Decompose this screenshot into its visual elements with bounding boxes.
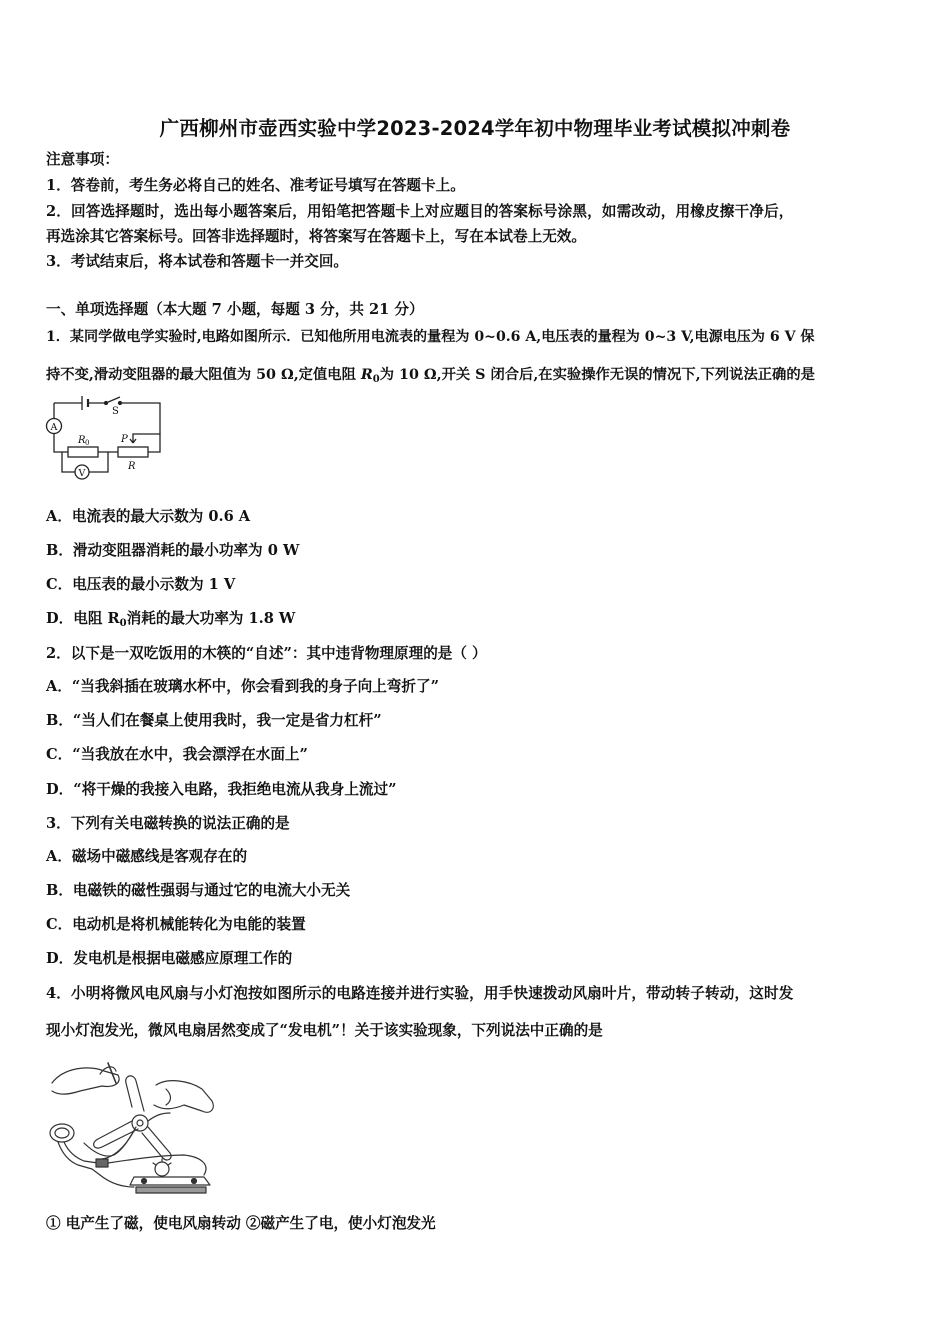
slider-p-label: P — [121, 434, 128, 445]
question-4-statements: ① 电产生了磁，使电风扇转动 ②磁产生了电，使小灯泡发光 — [46, 1215, 436, 1232]
resistor-r0-label: R — [78, 435, 86, 446]
notice-item: 1．答卷前，考生务必将自己的姓名、准考证号填写在答题卡上。 — [46, 177, 465, 194]
switch-label: S — [112, 406, 119, 417]
rheostat-r-label: R — [128, 461, 136, 472]
question-3-option-a: A．磁场中磁感线是客观存在的 — [46, 848, 248, 865]
question-1-option-c: C．电压表的最小示数为 1 V — [46, 576, 236, 593]
question-3-option-c: C．电动机是将机械能转化为电能的装置 — [46, 916, 306, 933]
question-1-option-d: D．电阻 $R_0$消耗的最大功率为 1.8 W — [46, 610, 296, 629]
question-2-option-a: A．“当我斜插在玻璃水杯中，你会看到我的身子向上弯折了” — [46, 678, 439, 695]
question-4-stem-continued: 现小灯泡发光，微风电扇居然变成了“发电机”！关于该实验现象，下列说法中正确的是 — [46, 1022, 603, 1039]
question-1-option-b: B．滑动变阻器消耗的最小功率为 0 W — [46, 542, 300, 559]
question-1-stem: 1．某同学做电学实验时,电路如图所示．已知他所用电流表的量程为 0~0.6 A,电压表的量程为 0~3 V,电源电压为 6 V 保 — [46, 329, 815, 345]
question-2-option-b: B．“当人们在餐桌上使用我时，我一定是省力杠杆” — [46, 712, 382, 729]
notice-heading: 注意事项： — [46, 151, 119, 168]
question-3-stem: 3．下列有关电磁转换的说法正确的是 — [46, 815, 290, 832]
page-title: 广西柳州市壶西实验中学2023-2024学年初中物理毕业考试模拟冲刺卷 — [159, 117, 791, 140]
question-2-stem: 2．以下是一双吃饭用的木筷的“自述”：其中违背物理原理的是（ ） — [46, 645, 487, 662]
notice-item: 3．考试结束后，将本试卷和答题卡一并交回。 — [46, 253, 349, 270]
fan-lamp-illustration — [44, 1055, 224, 1200]
question-4-stem: 4．小明将微风电风扇与小灯泡按如图所示的电路连接并进行实验，用手快速拨动风扇叶片，带动转子转动，这时发 — [46, 985, 794, 1002]
notice-item: 2．回答选择题时，选出每小题答案后，用铅笔把答题卡上对应题目的答案标号涂黑，如需改动，用橡皮擦干净后， — [46, 203, 794, 220]
question-1-stem-continued: 持不变,滑动变阻器的最大阻值为 50 Ω,定值电阻 $R_0$为 10 Ω,开关 S 闭合后,在实验操作无误的情况下,下列说法正确的是 — [46, 367, 815, 385]
resistor-r0-subscript: 0 — [85, 439, 90, 447]
section-heading: 一、单项选择题（本大题 7 小题，每题 3 分，共 21 分） — [46, 301, 424, 318]
ammeter-label: A — [50, 422, 58, 433]
question-2-option-d: D．“将干燥的我接入电路，我拒绝电流从我身上流过” — [46, 781, 397, 798]
question-3-option-b: B．电磁铁的磁性强弱与通过它的电流大小无关 — [46, 882, 351, 899]
voltmeter-label: V — [78, 468, 86, 479]
circuit-diagram — [40, 392, 170, 482]
question-1-option-a: A．电流表的最大示数为 0.6 A — [46, 508, 251, 525]
question-3-option-d: D．发电机是根据电磁感应原理工作的 — [46, 950, 293, 967]
notice-item: 再选涂其它答案标号。回答非选择题时，将答案写在答题卡上，写在本试卷上无效。 — [46, 228, 586, 245]
question-2-option-c: C．“当我放在水中，我会漂浮在水面上” — [46, 746, 308, 763]
